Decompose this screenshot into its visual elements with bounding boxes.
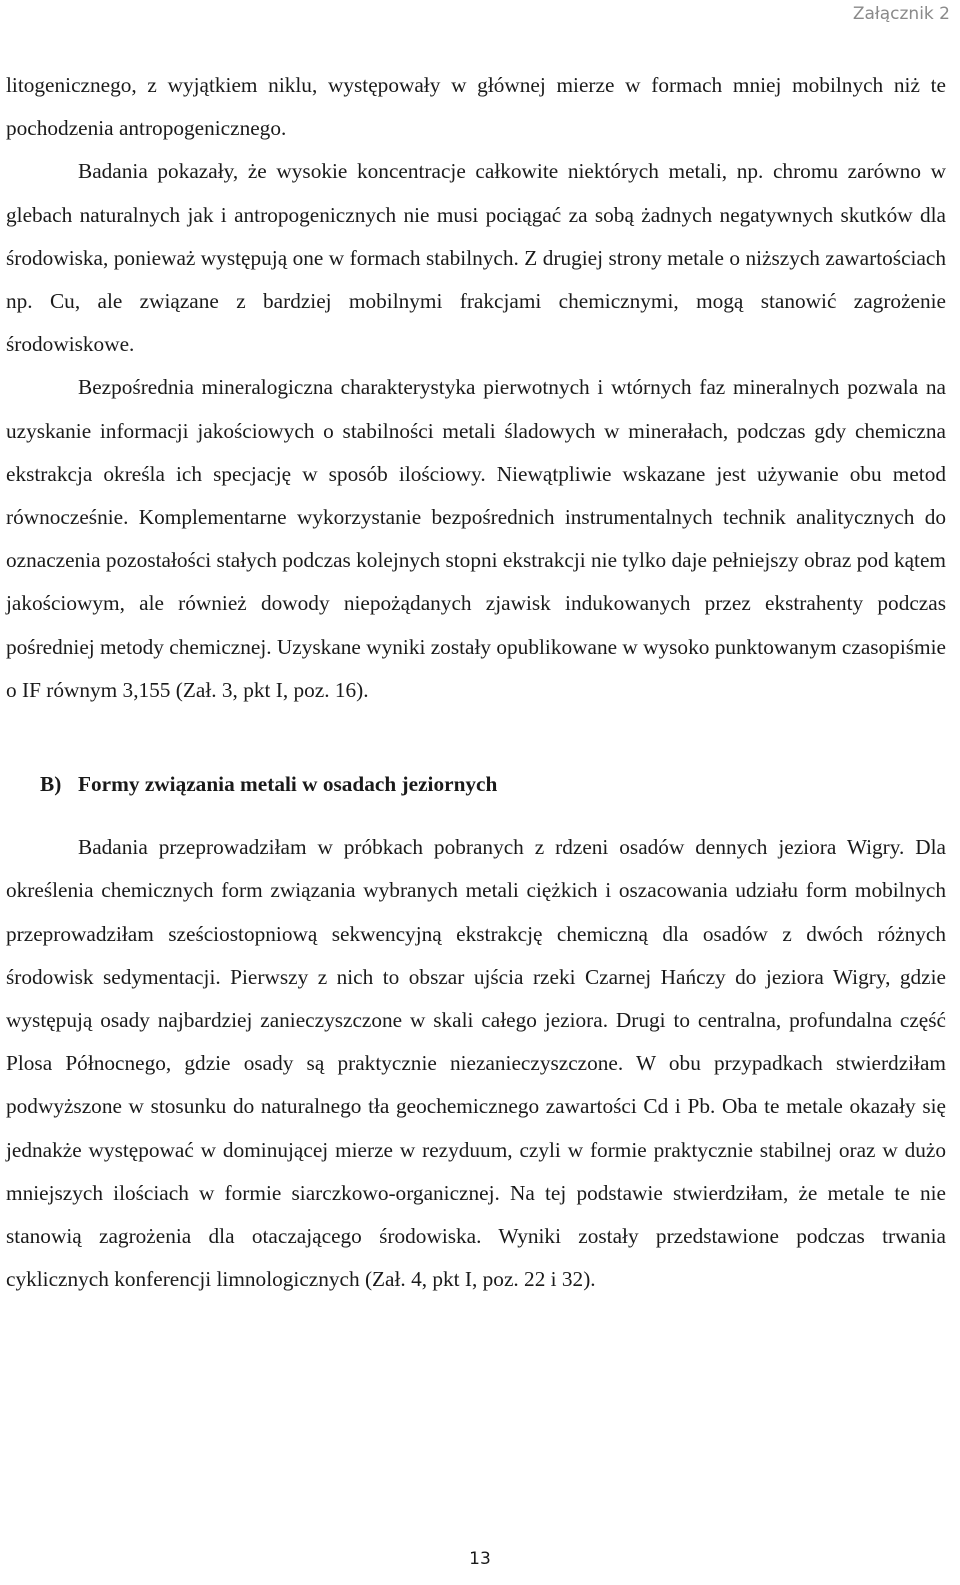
document-body [6, 64, 946, 1301]
paragraph-continuation: litogenicznego, z wyjątkiem niklu, występowały w głównej mierze w formach mniej mobilnych niż te pochodzenia antropogenicznego. [6, 73, 946, 141]
section-title: Formy związania metali w osadach jeziornych [78, 772, 498, 797]
paragraph-metal-concentrations: Badania pokazały, że wysokie koncentracje całkowite niektórych metali, np. chromu zarówno w glebach naturalnych jak i antropogenicznych nie musi pociągać za sobą żadnych negatywnych skutków dla środowiska, ponieważ występują one w formach stabilnych. Z drugiej strony metale o niższych zawartościach np. Cu, ale związane z bardziej mobilnymi frakcjami chemicznymi, mogą stanowić zagrożenie środowiskowe. [6, 159, 946, 357]
attachment-header: Załącznik 2 [852, 4, 950, 24]
paragraph-mineralogical-characteristics: Bezpośrednia mineralogiczna charakterystyka pierwotnych i wtórnych faz mineralnych pozwala na uzyskanie informacji jakościowych o stabilności metali śladowych w minerałach, podczas gdy chemiczna ekstrakcja określa ich specjację w sposób ilościowy. Niewątpliwie wskazane jest używanie obu metod równocześnie. Komplementarne wykorzystanie bezpośrednich instrumentalnych technik analitycznych do oznaczenia pozostałości stałych podczas kolejnych stopni ekstrakcji nie tylko daje pełniejszy obraz pod kątem jakościowym, ale również dowody niepożądanych zjawisk indukowanych przez ekstrahenty podczas pośredniej metody chemicznej. Uzyskane wyniki zostały opublikowane w wysoko punktowanym czasopiśmie o IF równym 3,155 (Zał. 3, pkt I, poz. 16). [6, 375, 946, 702]
page-number: 13 [469, 1549, 491, 1569]
section-heading [40, 763, 946, 806]
paragraph-wigry-sediments: Badania przeprowadziłam w próbkach pobranych z rdzeni osadów dennych jeziora Wigry. Dla określenia chemicznych form związania wybranych metali ciężkich i oszacowania udziału form mobilnych przeprowadziłam sześciostopniową sekwencyjną ekstrakcję chemiczną dla osadów z dwóch różnych środowisk sedymentacji. Pierwszy z nich to obszar ujścia rzeki Czarnej Hańczy do jeziora Wigry, gdzie występują osady najbardziej zanieczyszczone w skali całego jeziora. Drugi to centralna, profundalna część Plosa Północnego, gdzie osady są praktycznie niezanieczyszczone. W obu przypadkach stwierdziłam podwyższone w stosunku do naturalnego tła geochemicznego zawartości Cd i Pb. Oba te metale okazały się jednakże występować w dominującej mierze w rezyduum, czyli w formie praktycznie stabilnej oraz w dużo mniejszych ilościach w formie siarczkowo-organicznej. Na tej podstawie stwierdziłam, że metale te nie stanowią zagrożenia dla otaczającego środowiska. Wyniki zostały przedstawione podczas trwania cyklicznych konferencji limnologicznych (Zał. 4, pkt I, poz. 22 i 32). [6, 835, 946, 1292]
section-letter: B) [40, 772, 62, 797]
